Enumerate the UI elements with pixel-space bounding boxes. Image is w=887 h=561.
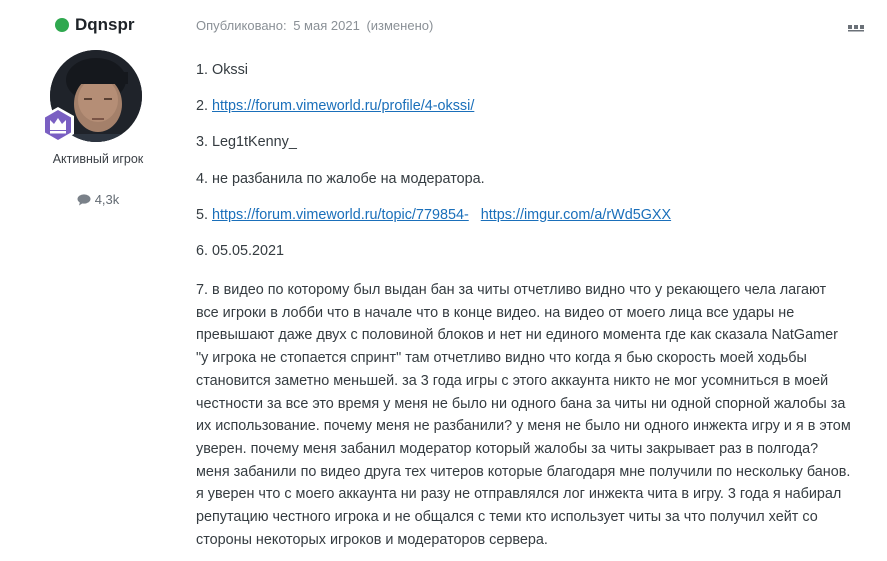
paragraph-line: все игроки в лобби что в начале что в конце видео. на видео от моего лица все удары не [196,304,795,321]
post-meta [196,18,436,33]
paragraph-line: их использование. почему меня не разбанили? у меня не было ни одного инжекта игру и я в этом [196,418,851,435]
paragraph-line: уверен. почему меня забанил модератор который жалобы за читы закрывает раз в полгода? [196,440,819,457]
imgur-link[interactable]: https://imgur.com/a/rWd5GXX [480,207,672,223]
ellipsis-icon [848,24,864,34]
paragraph-line: стороны некоторых игроков и модераторов сервера. [196,531,548,548]
paragraph-line: становится заметно меньшей. за 3 года игры с этого аккаунта никто не мог усомниться в моей [196,372,829,389]
paragraph-line: я уверен что с моего аккаунта ни разу не отправлялся лог инжекта чита в игру. 3 года я набирал [196,486,842,503]
post-count[interactable] [0,192,196,207]
author-name-row[interactable] [55,15,135,35]
paragraph-line: 7. в видео по которому был выдан бан за читы отчетливо видно что у рекающего чела лагают [196,282,827,298]
author-panel [0,0,196,561]
post-date[interactable]: 5 мая 2021 [293,18,360,33]
list-item-2 [196,98,474,114]
list-item-7 [196,279,880,551]
topic-link[interactable]: https://forum.vimeworld.ru/topic/779854- [212,207,469,223]
list-item-1: 1. Okssi [196,62,248,78]
paragraph-line: "у игрока не стопается спринт" там отчетливо видно что когда я бью скорость моей ходьбы [196,350,807,367]
list-item-6: 6. 05.05.2021 [196,243,285,259]
post-count-value: 4,3k [94,192,120,207]
paragraph-line: честности за все это время у меня не было ни одного бана за читы ни одной спорной жалобы за [196,395,846,412]
author-name[interactable]: Dqnspr [75,15,135,34]
list-item-3: 3. Leg1tKenny_ [196,134,297,150]
paragraph-line: репутацию честного игрока и не общался с теми кто использует читы за что получил хейт со [196,509,818,526]
post-meta-prefix: Опубликовано: [196,18,287,33]
list-item-2-prefix: 2. [196,98,212,114]
list-item-5-prefix: 5. [196,207,212,223]
member-title: Активный игрок [52,152,144,166]
edited-label: (изменено) [366,18,434,33]
paragraph-line: превышают даже двух с половиной блоков и нет ни единого момента где как сказала NatGamer [196,327,838,344]
online-status-dot [55,18,69,32]
paragraph-line: меня забанили по видео друга тех читеров которые благодаря мне получили по нескольку банов. [196,463,851,480]
post-menu-button[interactable] [848,21,864,39]
profile-link[interactable]: https://forum.vimeworld.ru/profile/4-okssi/ [212,98,475,114]
speech-bubble-icon [77,194,91,206]
list-item-5 [196,207,671,223]
crown-badge-icon [39,106,77,144]
list-item-4: 4. не разбанила по жалобе на модератора. [196,171,485,187]
rank-badge [39,106,77,144]
